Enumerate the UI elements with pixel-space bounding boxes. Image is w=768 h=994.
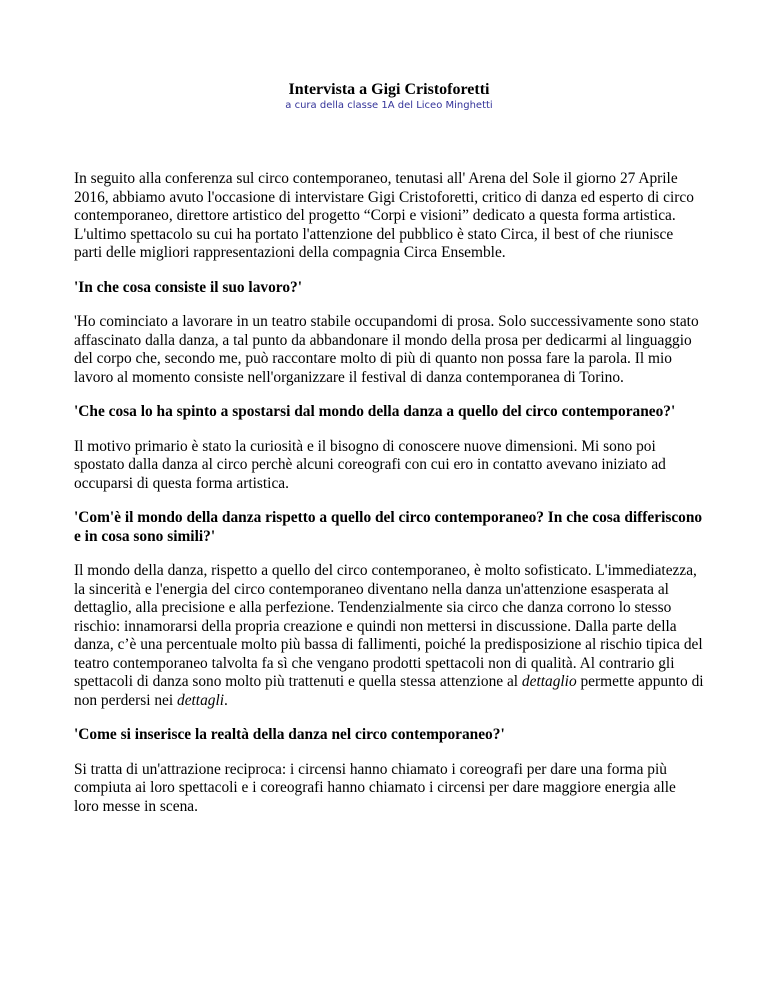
question-3: 'Com'è il mondo della danza rispetto a quello del circo contemporaneo? In che cosa differiscono e in cosa sono simili?': [74, 509, 703, 545]
answer-1: 'Ho cominciato a lavorare in un teatro stabile occupandomi di prosa. Solo successivamente sono stato affascinato dalla danza, a tal punto da abbandonare il mondo della prosa per dedicarmi al linguaggio del corpo che, secondo me, può raccontare molto di più di quanto non possa fare la parola. Il mio lavoro al momento consiste nell'organizzare il festival di danza contemporanea di Torino.: [74, 313, 699, 386]
document-title: Intervista a Gigi Cristoforetti: [288, 81, 490, 98]
document-subtitle: a cura della classe 1A del Liceo Minghetti: [285, 100, 493, 111]
document-body: [74, 170, 704, 832]
answer-3-text-mid: permette appunto di non perdersi nei: [74, 673, 704, 709]
intro-paragraph: In seguito alla conferenza sul circo contemporaneo, tenutasi all' Arena del Sole il giorno 27 Aprile 2016, abbiamo avuto l'occasione di intervistare Gigi Cristoforetti, critico di danza ed esperto di circo contemporaneo, direttore artistico del progetto “Corpi e visioni” dedicato a questa forma artistica. L'ultimo spettacolo su cui ha portato l'attenzione del pubblico è stato Circa, il best of che riunisce parti delle migliori rappresentazioni della compagnia Circa Ensemble.: [74, 170, 694, 261]
answer-3-italic-dettaglio: dettaglio: [521, 673, 577, 690]
question-2: 'Che cosa lo ha spinto a spostarsi dal mondo della danza a quello del circo contemporaneo?': [74, 403, 676, 420]
answer-2: Il motivo primario è stato la curiosità e il bisogno di conoscere nuove dimensioni. Mi sono poi spostato dalla danza al circo perchè alcuni coreografi con cui ero in contatto avevano iniziato ad occuparsi di questa forma artistica.: [74, 437, 666, 492]
answer-3-text-end: .: [224, 691, 228, 709]
answer-3: [74, 562, 704, 710]
question-4: 'Come si inserisce la realtà della danza nel circo contemporaneo?': [74, 726, 505, 743]
answer-4: Si tratta di un'attrazione reciproca: i circensi hanno chiamato i coreografi per dare una forma più compiuta ai loro spettacoli e i coreografi hanno chiamato i circensi per dare maggiore energia alle loro messe in scena.: [74, 760, 676, 815]
answer-3-italic-dettagli: dettagli: [177, 691, 225, 709]
answer-3-text: Il mondo della danza, rispetto a quello del circo contemporaneo, è molto sofisticato. L'immediatezza, la sincerità e l'energia del circo contemporaneo diventano nella danza un'attenzione esasperata al dettaglio, alla precisione e alla perfezione. Tendenzialmente sia circo che danza corrono lo stesso rischio: innamorarsi della propria creazione e quindi non mettersi in discussione. Dalla parte della danza, c’è una percentuale molto più bassa di fallimenti, poiché la predisposizione al rischio tipica del teatro contemporaneo talvolta fa sì che vengano prodotti spettacoli non di qualità. Al contrario gli spettacoli di danza sono molto più trattenuti e quella stessa attenzione al: [74, 562, 703, 690]
question-1: 'In che cosa consiste il suo lavoro?': [74, 278, 303, 296]
